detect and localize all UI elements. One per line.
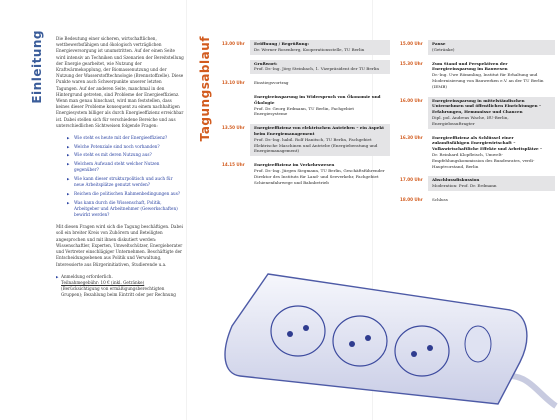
schedule-entry [428,60,555,92]
schedule-time [222,60,250,75]
schedule-entry [250,93,390,119]
schedule-body: Einstiegsvortrag [254,80,289,86]
question-list [67,135,184,218]
registration-note [56,274,184,299]
schedule-entry [428,176,555,191]
registration-title: Anmeldung erforderlich. [61,273,113,279]
fee-link[interactable]: Teilnahmegebühr: 10 € (inkl. Getränke) [61,279,145,285]
schedule-entry [250,124,390,156]
schedule-column-middle [222,40,390,192]
schedule-body: Prof. Dr. Georg Erdmann, TU Berlin, Fachgebiet Energiesysteme [254,105,355,117]
question-item: ▶ Was kann durch die Wissenschaft, Politik, Arbeitgeber und Arbeitnehmer (Gewerkschaften) bewirkt werden? [67,200,184,219]
intro-paragraph-2: Mit diesen Fragen wird sich die Tagung beschäftigen. Dabei soll ein breiter Kreis von Zuhörern und Beteiligten angesprochen und mit ihnen diskutiert werden: Wissenschaftler, Experten, Umweltschützer, Energieberater und Vertreter einschlägiger Unternehmen. Beschäftigte der Entscheidungsebenen aus Politik und Verwaltung, Interessierte aus Bürgerinitiativen, Studierende u.a. [56,224,183,267]
schedule-row [400,97,555,129]
schedule-body: Prof. Dr.-Ing. habil. Rolf Hanitsch, TU Berlin, Fachgebiet Elektrische Maschinen und Antriebe (Energieberatung und Energiemanagement) [254,136,378,154]
schedule-time: 15.30 Uhr [400,60,423,66]
schedule-time: 13.00 Uhr [222,41,245,46]
schedule-time [222,93,250,119]
schedule-entry [250,161,390,187]
schedule-time: 16.30 Uhr [400,134,423,140]
schedule-body: (Getränke) [432,46,455,52]
schedule-row [222,93,390,119]
schedule-entry [428,97,555,129]
schedule-body: Prof. Dr.-Ing. Jürgen Siegmann, TU Berlin, Geschäftsführender Direktor des Instituts für Land- und Seeverkehr, Fachgebiet Schienenfahrwege und Bahnbetrieb [254,167,385,185]
schedule-time: 18.00 Uhr [400,196,423,202]
schedule-title: Eröffnung / Begrüßung: [254,41,310,46]
schedule-body: Moderation: Prof. Dr. Erdmann [432,183,497,189]
schedule-title: Energieeinsparung im Widerspruch von Ökonomie und Ökologie [254,93,381,105]
question-item: ▶ Welchem Aufwand steht welcher Nutzen gegenüber? [67,161,184,173]
schedule-row [222,124,390,156]
schedule-body: Dr. Reinhard Klopfleisch, Umwelt-Empfehlungskommission des Bundesrates, verdi-Hauptvorstand, Berlin [432,151,535,169]
schedule-title: Grußwort: [254,60,278,66]
schedule-entry [250,79,390,88]
schedule-entry [250,60,390,75]
switch-icon [465,326,491,362]
schedule-time: 17.00 Uhr [400,177,423,183]
schedule-row [400,176,555,191]
power-cable [510,376,556,406]
intro-heading: Einleitung [30,30,44,104]
schedule-row [222,40,390,55]
schedule-title: Energieeffizienz als Schlüssel einer zukunftsfähigen Energiewirtschaft – Volkswirtschaftliche Effekte und Arbeitsplätze – [432,134,543,152]
schedule-row [400,134,555,172]
schedule-row [222,60,390,75]
power-strip-illustration [210,226,558,416]
schedule-title: Energieeffizienz von elektrischen Antrieben – ein Aspekt beim Energiemanagement [254,125,385,136]
intro-column [56,36,184,299]
schedule-title: Pause [432,41,446,46]
program-heading: Tagungsablauf [198,36,212,142]
question-item: ▶ Wie kann dieser strukturpolitisch und auch für neue Arbeitsplätze genutzt werden? [67,176,184,188]
question-item: ▶ Reichen die politischen Rahmenbedingungen aus? [67,191,184,197]
schedule-row [400,60,555,92]
fee-detail: (Berücksichtigung von ermäßigungsberechtigten Gruppen); Bezahlung beim Eintritt oder per Rechnung [61,286,176,298]
schedule-time: 13.10 Uhr [222,80,245,86]
schedule-title: Zum Stand und Perspektiven der Energieeinsparung im Bauwesen [432,60,508,72]
schedule-body: Dipl. pol. Andreas Wache, IfU-Berlin, Energiebeauftragter [432,114,509,126]
question-item: ▶ Welche Potenziale sind noch vorhanden? [67,144,184,150]
schedule-entry [250,40,390,55]
schedule-body: Dr. Werner Rosenberg, Kooperationsstelle, TU Berlin [254,46,365,52]
schedule-row [400,40,555,55]
schedule-title: Energieeinsparung in mittelständischen Unternehmen und öffentlichen Einrichtungen – Erfahrungen, Hemmnisse und Chancen [432,97,542,115]
schedule-time: 16.00 Uhr [400,97,423,103]
schedule-entry [428,40,555,55]
schedule-title: Abschlussdiskussion [432,177,480,183]
schedule-title: Energieeffizienz im Verkehrswesen [254,162,335,168]
schedule-entry [428,134,555,172]
schedule-body: Dr.-Ing. Uwe Römmling, Institut für Erhaltung und Modernisierung von Bauwerken e.V. an der TU Berlin (IEMB) [432,72,544,89]
schedule-row [222,161,390,187]
schedule-row [222,79,390,88]
question-item: ▶ Wie steht es heute mit der Energieeffizienz? [67,135,184,141]
fold-line-left [186,0,187,420]
question-item: ▶ Wie steht es mit deren Nutzung aus? [67,152,184,158]
schedule-entry [428,196,555,205]
intro-paragraph-1: Die Bedeutung einer sicheren, wirtschaftlichen, wettbewerbsfähigen und ökologisch verträglichen Energieversorgung ist unumstritten. Auf der einen Seite wird intensiv an Techniken und Szenarien der Bereitstellung der Energie gearbeitet, wie Nutzung der Kraftwärmekopplung, der Biomassenutzung und der Nutzung der Wasserstofftechnologie (Brennstoffzelle). Diese Punkte waren auch Schwerpunkte unserer letzten Tagungen. Auf der anderen Seite, manchmal in den Hintergrund getreten, sind Probleme der Energieeffizienz. Wenn man genau hinschaut, wird man feststellen, dass keines dieser Probleme konsequent zu einem nachhaltigen Energiesystem billiger als durch Energieeffizienz erreichbar ist. Dabei stellen sich für verschiedene Bereiche und aus unterschiedlichen Sichtweisen folgende Fragen: [56,36,184,128]
schedule-time: 15.00 Uhr [400,41,423,46]
schedule-time: 13.50 Uhr [222,125,245,131]
schedule-column-right [400,40,555,210]
schedule-body: Schluss [432,196,448,202]
schedule-time: 14.15 Uhr [222,162,245,168]
schedule-row [400,196,555,205]
schedule-body: Prof. Dr.-Ing. Jörg Steinbach, 1. Vizepräsident der TU Berlin [254,66,379,72]
